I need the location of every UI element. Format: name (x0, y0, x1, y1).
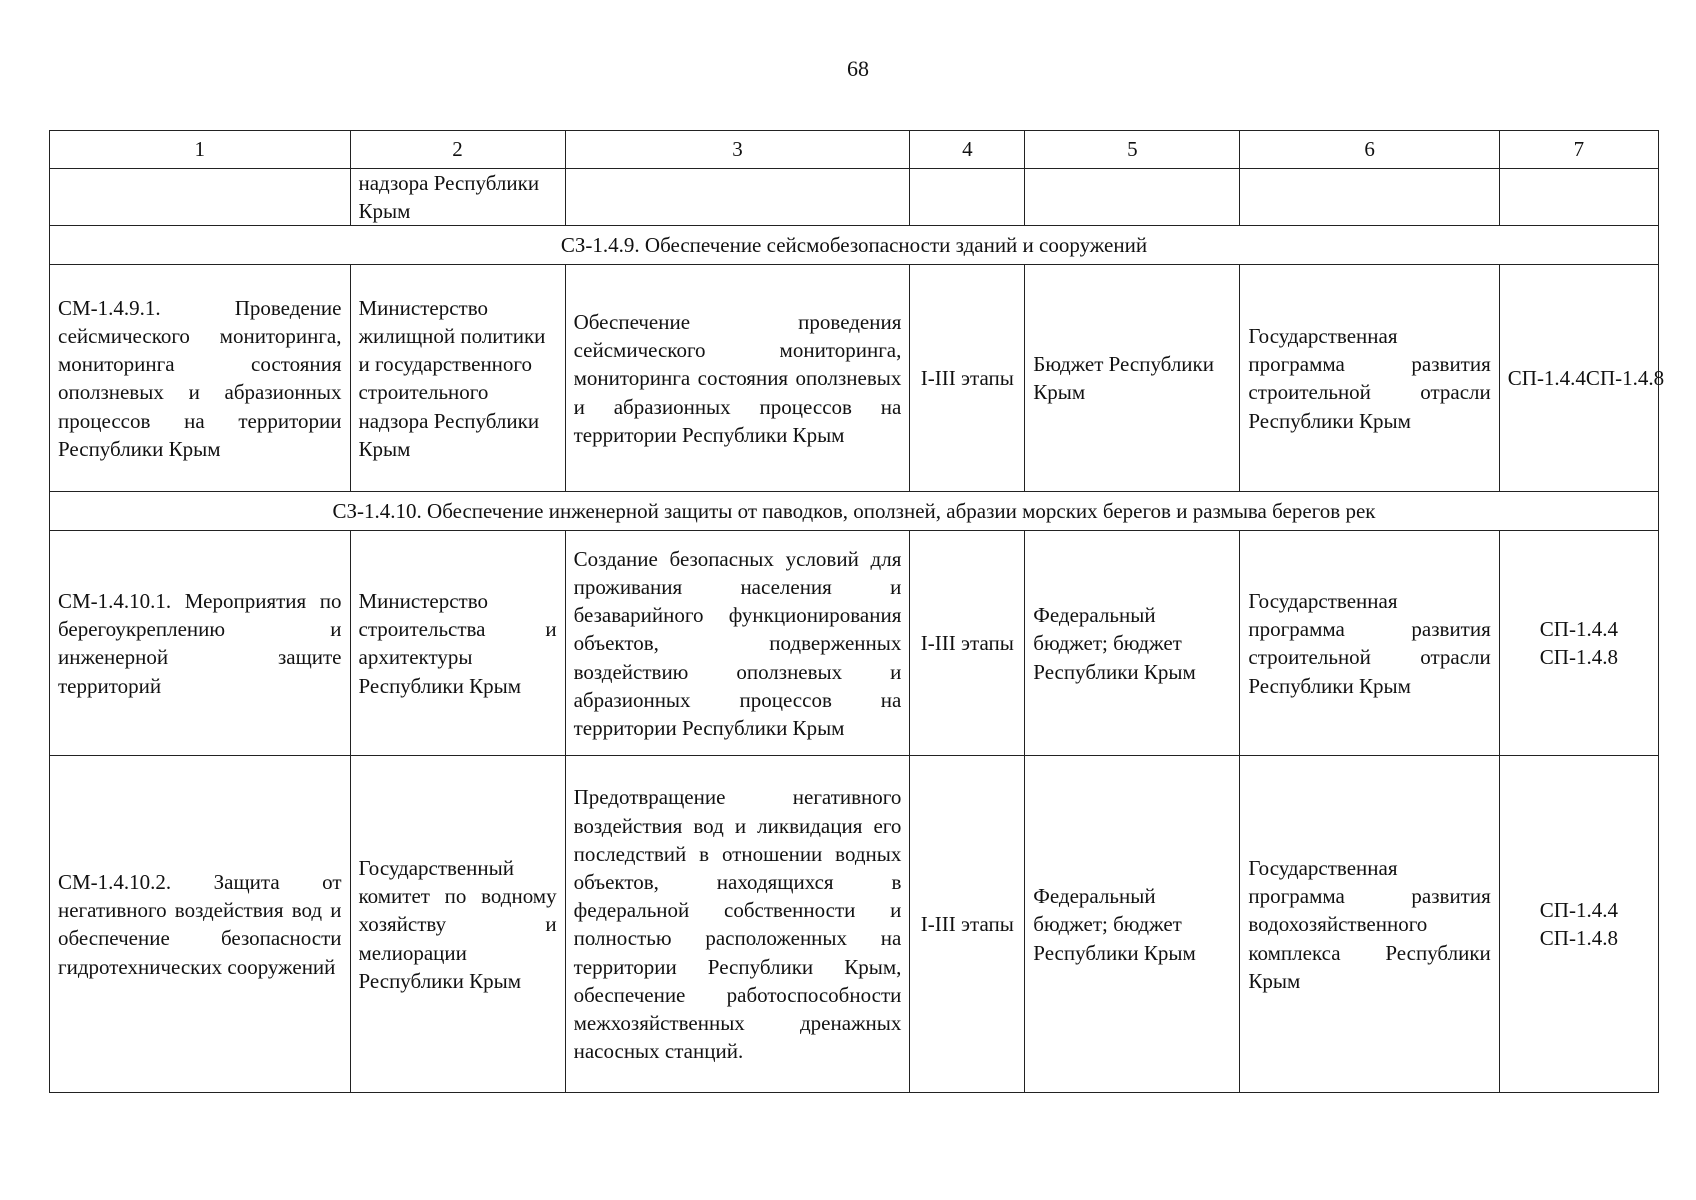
column-header: 2 (350, 131, 565, 169)
section-row (50, 226, 1659, 265)
link-cell (1499, 531, 1658, 756)
measures-table (49, 130, 1665, 1093)
table-cell (1240, 169, 1499, 226)
measure-cell: СМ-1.4.9.1. Проведение сейсмического мониторинга, мониторинга состояния оползневых и абразионных процессов на территории Республики Крым (50, 265, 351, 492)
measure-cell: СМ-1.4.10.2. Защита от негативного воздействия вод и обеспечение безопасности гидротехнических сооружений (50, 756, 351, 1093)
program-cell: Государственная программа развития строительной отрасли Республики Крым (1240, 265, 1499, 492)
table-cell (1499, 169, 1658, 226)
section-title: СЗ-1.4.9. Обеспечение сейсмобезопасности зданий и сооружений (50, 226, 1659, 265)
funding-cell: Федеральный бюджет; бюджет Республики Крым (1025, 531, 1240, 756)
program-cell: Государственная программа развития водохозяйственного комплекса Республики Крым (1240, 756, 1499, 1093)
continuation-row (50, 169, 1659, 226)
result-cell: Создание безопасных условий для проживания населения и безаварийного функционирования объектов, подверженных воздействию оползневых и абразионных процессов на территории Республики Крым (565, 531, 910, 756)
table-row (50, 265, 1659, 492)
column-header: 7 (1499, 131, 1658, 169)
result-cell: Обеспечение проведения сейсмического мониторинга, мониторинга состояния оползневых и абразионных процессов на территории Республики Крым (565, 265, 910, 492)
executor-cell: надзора Республики Крым (350, 169, 565, 226)
link-cell: СП-1.4.4СП-1.4.8 (1499, 265, 1658, 492)
funding-cell: Бюджет Республики Крым (1025, 265, 1240, 492)
column-header: 5 (1025, 131, 1240, 169)
stages-cell: I-III этапы (910, 265, 1025, 492)
executor-cell: Министерство жилищной политики и государственного строительного надзора Республики Крым (350, 265, 565, 492)
program-cell: Государственная программа развития строительной отрасли Республики Крым (1240, 531, 1499, 756)
section-row (50, 492, 1659, 531)
link-line: СП-1.4.8 (1539, 645, 1618, 670)
section-title: СЗ-1.4.10. Обеспечение инженерной защиты от паводков, оползней, абразии морских берегов и размыва берегов рек (50, 492, 1659, 531)
table-cell (50, 169, 351, 226)
column-header: 1 (50, 131, 351, 169)
table-cell (1025, 169, 1240, 226)
table-row (50, 756, 1659, 1093)
column-header: 4 (910, 131, 1025, 169)
table-row (50, 531, 1659, 756)
executor-cell: Министерство строительства и архитектуры Республики Крым (350, 531, 565, 756)
column-header: 3 (565, 131, 910, 169)
link-line: СП-1.4.4 (1539, 617, 1618, 642)
table-cell (910, 169, 1025, 226)
stages-cell: I-III этапы (910, 531, 1025, 756)
stages-cell: I-III этапы (910, 756, 1025, 1093)
result-cell: Предотвращение негативного воздействия вод и ликвидация его последствий в отношении водных объектов, находящихся в федеральной собственности и полностью расположенных на территории Республики Крым, обеспечение работоспособности межхозяйственных дренажных насосных станций. (565, 756, 910, 1093)
funding-cell: Федеральный бюджет; бюджет Республики Крым (1025, 756, 1240, 1093)
page-number: 68 (847, 56, 869, 81)
link-cell (1499, 756, 1658, 1093)
measure-cell: СМ-1.4.10.1. Мероприятия по берегоукреплению и инженерной защите территорий (50, 531, 351, 756)
table-cell (565, 169, 910, 226)
column-header: 6 (1240, 131, 1499, 169)
header-row (50, 131, 1659, 169)
link-line: СП-1.4.8 (1539, 926, 1618, 951)
link-line: СП-1.4.4 (1539, 898, 1618, 923)
executor-cell: Государственный комитет по водному хозяйству и мелиорации Республики Крым (350, 756, 565, 1093)
